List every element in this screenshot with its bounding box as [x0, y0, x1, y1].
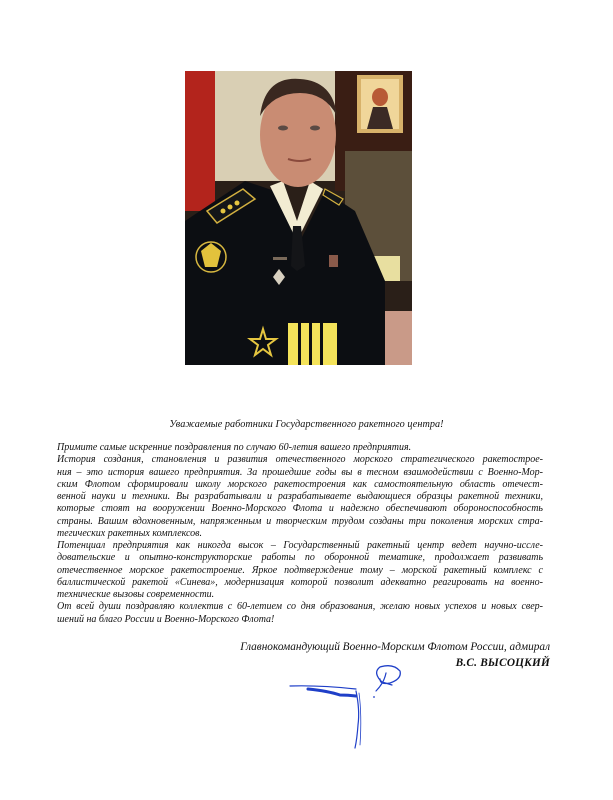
- letter-line: тегических ракетных комплексов.: [57, 527, 202, 539]
- letter-line: ским Флотом сформировали школу морского ракетостроения как самостоятельную область отечест-: [57, 478, 543, 490]
- letter-line: отечественное морское ракетостроение. Яркое подтверждение тому – морской ракетный комплекс с: [57, 564, 543, 576]
- portrait-photo: [185, 71, 412, 365]
- letter-line: От всей души поздравляю коллектив с 60-летием со дня образования, желаю новых успехов и новых свер-: [57, 601, 543, 613]
- letter-line: шений на благо России и Военно-Морского Флота!: [57, 613, 275, 625]
- letter-line: страны. Вашим вдохновенным, напряженным и творческим трудом созданы три поколения морских стра-: [57, 515, 543, 527]
- letter-greeting: Уважаемые работники Государственного ракетного центра!: [169, 419, 444, 430]
- handwritten-signature: [268, 665, 418, 760]
- letter-body: [57, 442, 543, 626]
- portrait-image: [185, 71, 412, 365]
- letter-line: баллистической ракетой «Синева», модернизация которой позволит адекватно реагировать на военно-: [57, 576, 543, 588]
- letter-line: Примите самые искренние поздравления по случаю 60-летия вашего предприятия.: [57, 442, 412, 453]
- letter-line: венной науки и техники. Вы разрабатывали и разрабатываете выдающиеся образцы ракетной техники,: [57, 491, 543, 502]
- letter-line: История создания, становления и развития отечественного морского стратегического ракетострое-: [57, 454, 543, 466]
- letter-line: которые стоят на вооружении Военно-Морского Флота и надежно обеспечивают обороноспособность: [57, 503, 543, 515]
- letter-line: технические вызовы современности.: [57, 589, 215, 600]
- letter-line: довательские и опытно-конструкторские работы по оборонной тематике, продолжает развивать: [57, 552, 543, 564]
- letter-line: ния – это история вашего предприятия. За прошедшие годы вы в тесном взаимодействии с Военно-Мор-: [57, 466, 543, 478]
- signatory-title: Главнокомандующий Военно-Морским Флотом России, адмирал: [240, 641, 550, 653]
- signatory-name: В.С. ВЫСОЦКИЙ: [455, 657, 550, 669]
- letter-line: Потенциал предприятия как никогда высок – Государственный ракетный центр ведет научно-иссле-: [57, 540, 543, 551]
